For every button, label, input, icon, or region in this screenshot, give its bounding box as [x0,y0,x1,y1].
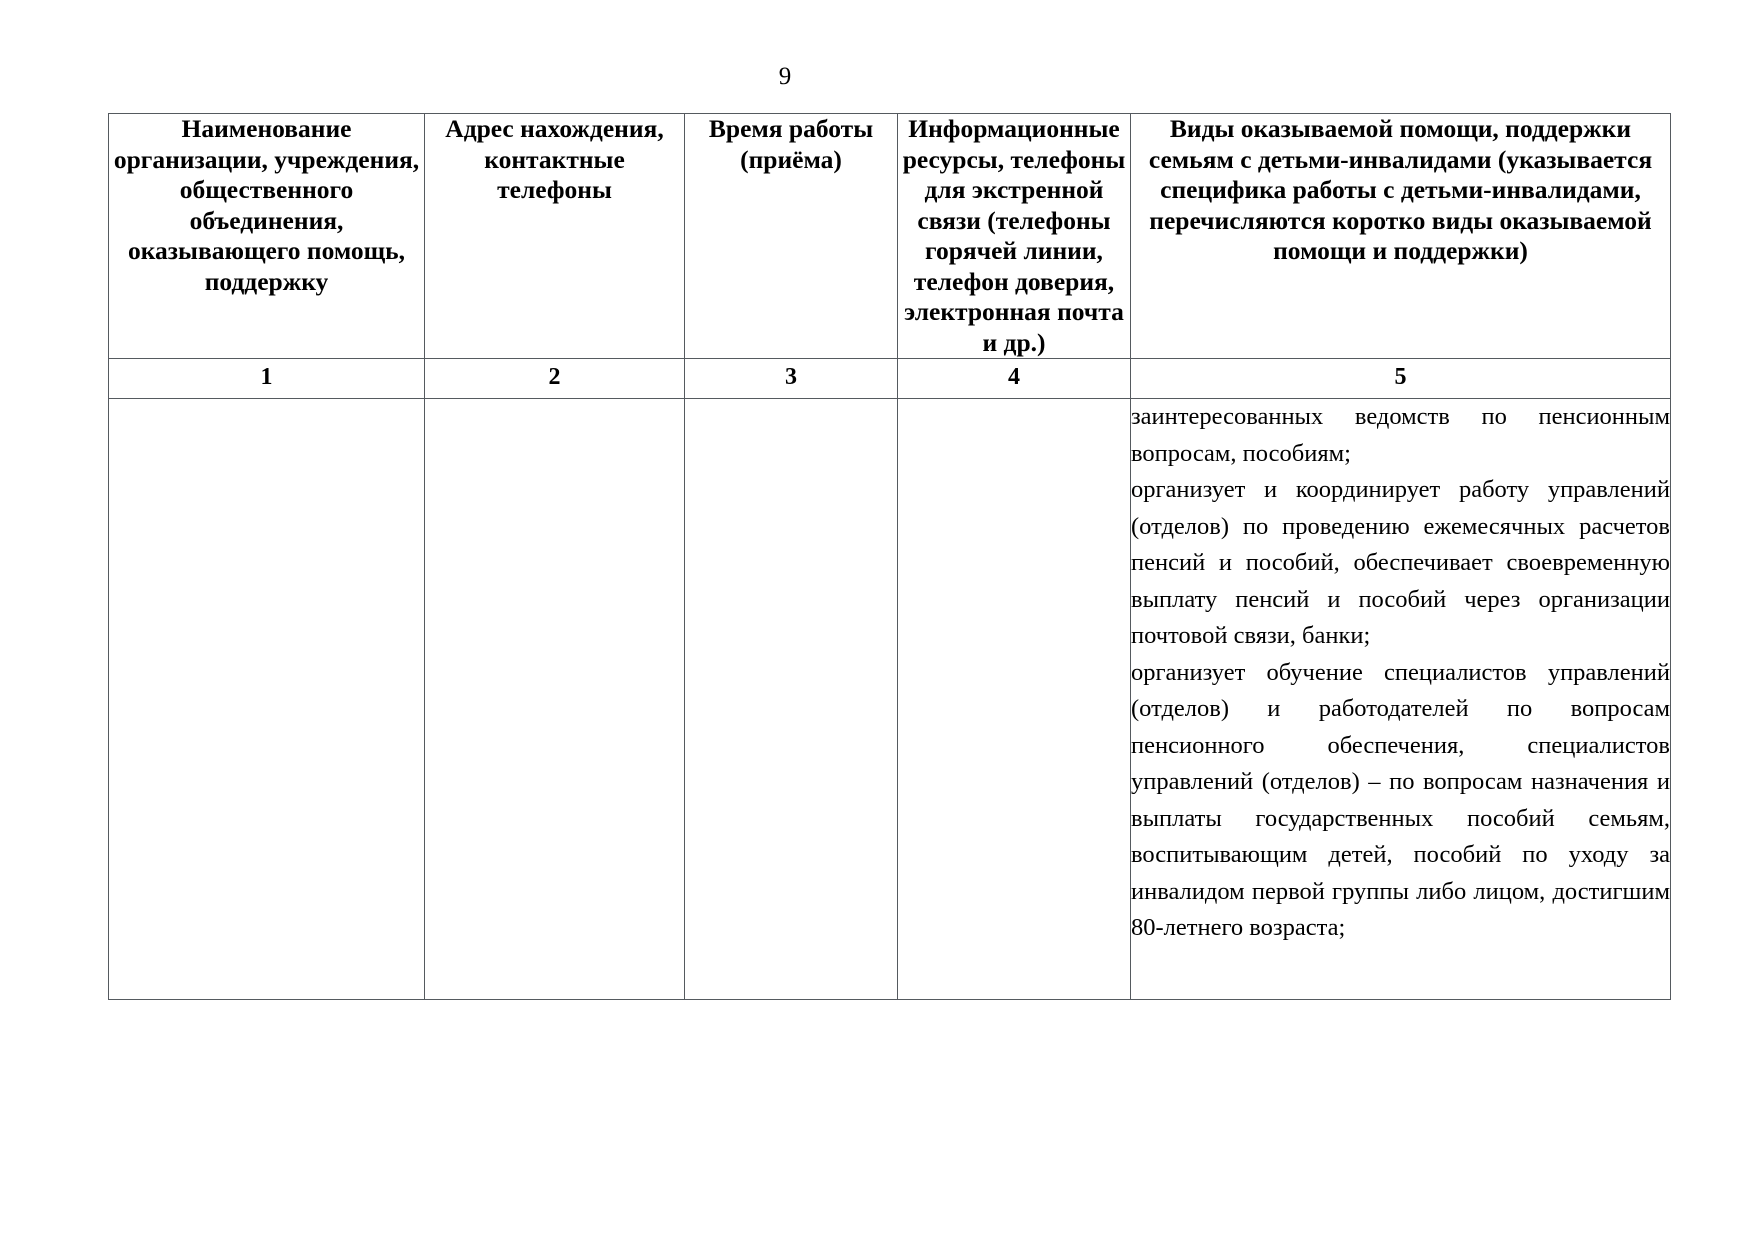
table-row [109,399,1671,1000]
column-number-1: 1 [109,359,425,399]
body-cell-organization-name [109,399,425,1000]
header-cell-address-phones: Адрес нахождения, контактные телефоны [425,114,685,359]
column-number-3: 3 [685,359,898,399]
table-column-number-row [109,359,1671,399]
header-cell-info-resources: Информационные ресурсы, телефоны для экстренной связи (телефоны горячей линии, телефон доверия, электронная почта и др.) [898,114,1131,359]
header-cell-working-hours: Время работы (приёма) [685,114,898,359]
assistance-paragraph: заинтересованных ведомств по пенсионным вопросам, пособиям; [1131,403,1670,467]
table-header-row [109,114,1671,359]
page-number: 9 [778,63,792,90]
column-number-4: 4 [898,359,1131,399]
assistance-paragraph: организует обучение специалистов управлений (отделов) и работодателей по вопросам пенсионного обеспечения, специалистов управлений (отделов) – по вопросам назначения и выплаты государственных пособий семьям, воспитывающим детей, пособий по уходу за инвалидом первой группы либо лицом, достигшим 80-летнего возраста; [1131,658,1670,941]
body-cell-working-hours [685,399,898,1000]
column-number-5: 5 [1131,359,1671,399]
body-cell-info-resources [898,399,1131,1000]
assistance-organizations-table [108,113,1671,1000]
body-cell-address-phones [425,399,685,1000]
assistance-description-text [1131,399,1670,947]
body-cell-assistance-types [1131,399,1671,1000]
column-number-2: 2 [425,359,685,399]
header-cell-organization-name: Наименование организации, учреждения, общественного объединения, оказывающего помощь, поддержку [109,114,425,359]
assistance-paragraph: организует и координирует работу управлений (отделов) по проведению ежемесячных расчетов пенсий и пособий, обеспечивает своевременную выплату пенсий и пособий через организации почтовой связи, банки; [1131,476,1670,649]
header-cell-assistance-types: Виды оказываемой помощи, поддержки семьям с детьми-инвалидами (указывается специфика работы с детьми-инвалидами, перечисляются коротко виды оказываемой помощи и поддержки) [1131,114,1671,359]
